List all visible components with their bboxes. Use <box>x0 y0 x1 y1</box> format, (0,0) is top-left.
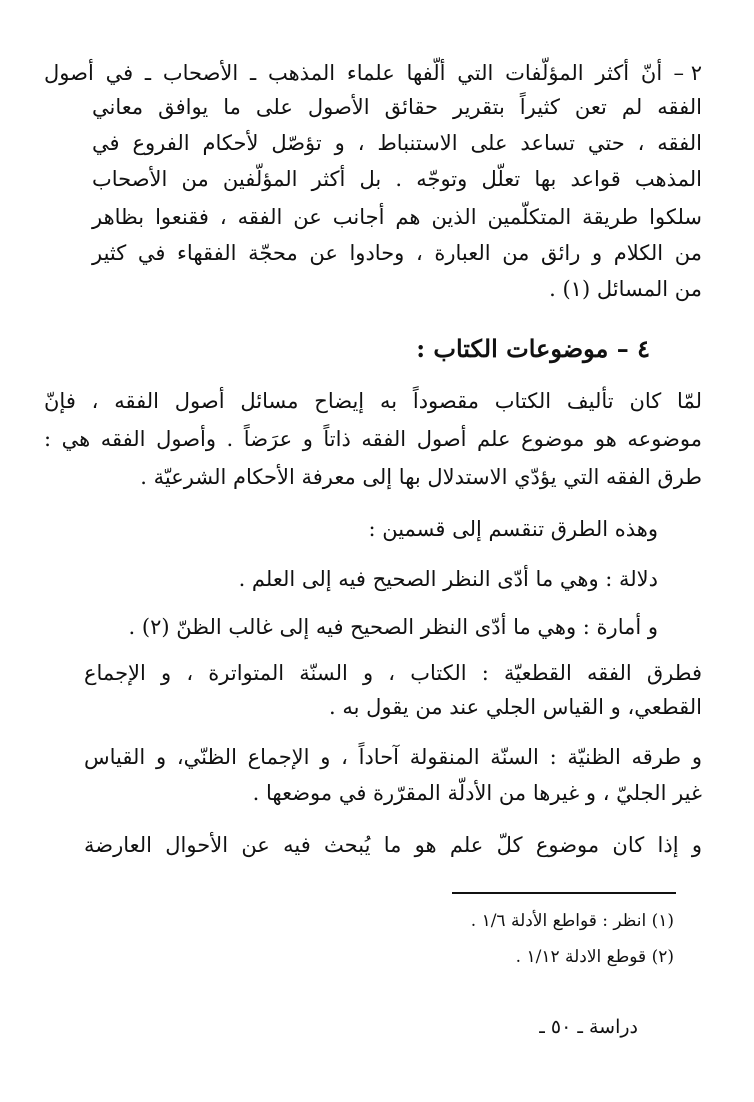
item2-line-1 <box>44 56 702 90</box>
para5-line-1: فطرق الفقه القطعيّة : الكتاب ، و السنّة المتواترة ، و الإجماع <box>84 661 702 685</box>
para4: و أمارة : وهي ما أدّى النظر الصحيح فيه إلى غالب الظنّ (٢) . <box>128 615 658 639</box>
page-number: دراسة ـ ٥٠ ـ <box>539 1016 638 1038</box>
para2: وهذه الطرق تنقسم إلى قسمين : <box>368 517 658 541</box>
footnote-1: (١) انظر : قواطع الأدلة ١/٦ . <box>470 911 674 931</box>
para6-line-2: غير الجليّ ، و غيرها من الأدلّة المقرّرة في موضعها . <box>252 781 702 805</box>
para3: دلالة : وهي ما أدّى النظر الصحيح فيه إلى العلم . <box>238 567 658 591</box>
item2-line-7: من المسائل (١) . <box>549 277 702 301</box>
footnote-2: (٢) قوطع الادلة ١/١٢ . <box>515 947 674 967</box>
item2-line-2: الفقه لم تعن كثيراً بتقرير حقائق الأصول على ما يوافق معاني <box>92 95 702 119</box>
item2-number: ٢ – <box>673 61 702 85</box>
para6-line-1: و طرقه الظنيّة : السنّة المنقولة آحاداً ، و الإجماع الظنّي، و القياس <box>84 745 702 769</box>
para5-line-2: القطعي، و القياس الجلي عند من يقول به . <box>329 695 702 719</box>
item2-line-5: سلكوا طريقة المتكلّمين الذين هم أجانب عن الفقه ، فقنعوا بظاهر <box>92 205 702 229</box>
section-heading: ٤ – موضوعات الكتاب : <box>416 334 650 363</box>
item2-line-1-text: أنّ أكثر المؤلّفات التي ألّفها علماء المذهب ـ الأصحاب ـ في أصول <box>44 61 663 85</box>
item2-line-4: المذهب قواعد بها تعلّل وتوجّه . بل أكثر المؤلّفين من الأصحاب <box>92 167 702 191</box>
para1-line-2: موضوعه هو موضوع علم أصول الفقه ذاتاً و عرَضاً . وأصول الفقه هي : <box>44 427 702 451</box>
footnote-separator <box>452 892 676 894</box>
item2-line-6: من الكلام و رائق من العبارة ، وحادوا عن محجّة الفقهاء في كثير <box>92 241 702 265</box>
item2-line-3: الفقه ، حتي تساعد على الاستنباط ، و تؤصّل لأحكام الفروع في <box>92 131 702 155</box>
para1-line-1: لمّا كان تأليف الكتاب مقصوداً به إيضاح مسائل أصول الفقه ، فإنّ <box>44 389 702 413</box>
para7: و إذا كان موضوع كلّ علم هو ما يُبحث فيه عن الأحوال العارضة <box>84 833 702 857</box>
para1-line-3: طرق الفقه التي يؤدّي الاستدلال بها إلى معرفة الأحكام الشرعيّة . <box>140 465 702 489</box>
